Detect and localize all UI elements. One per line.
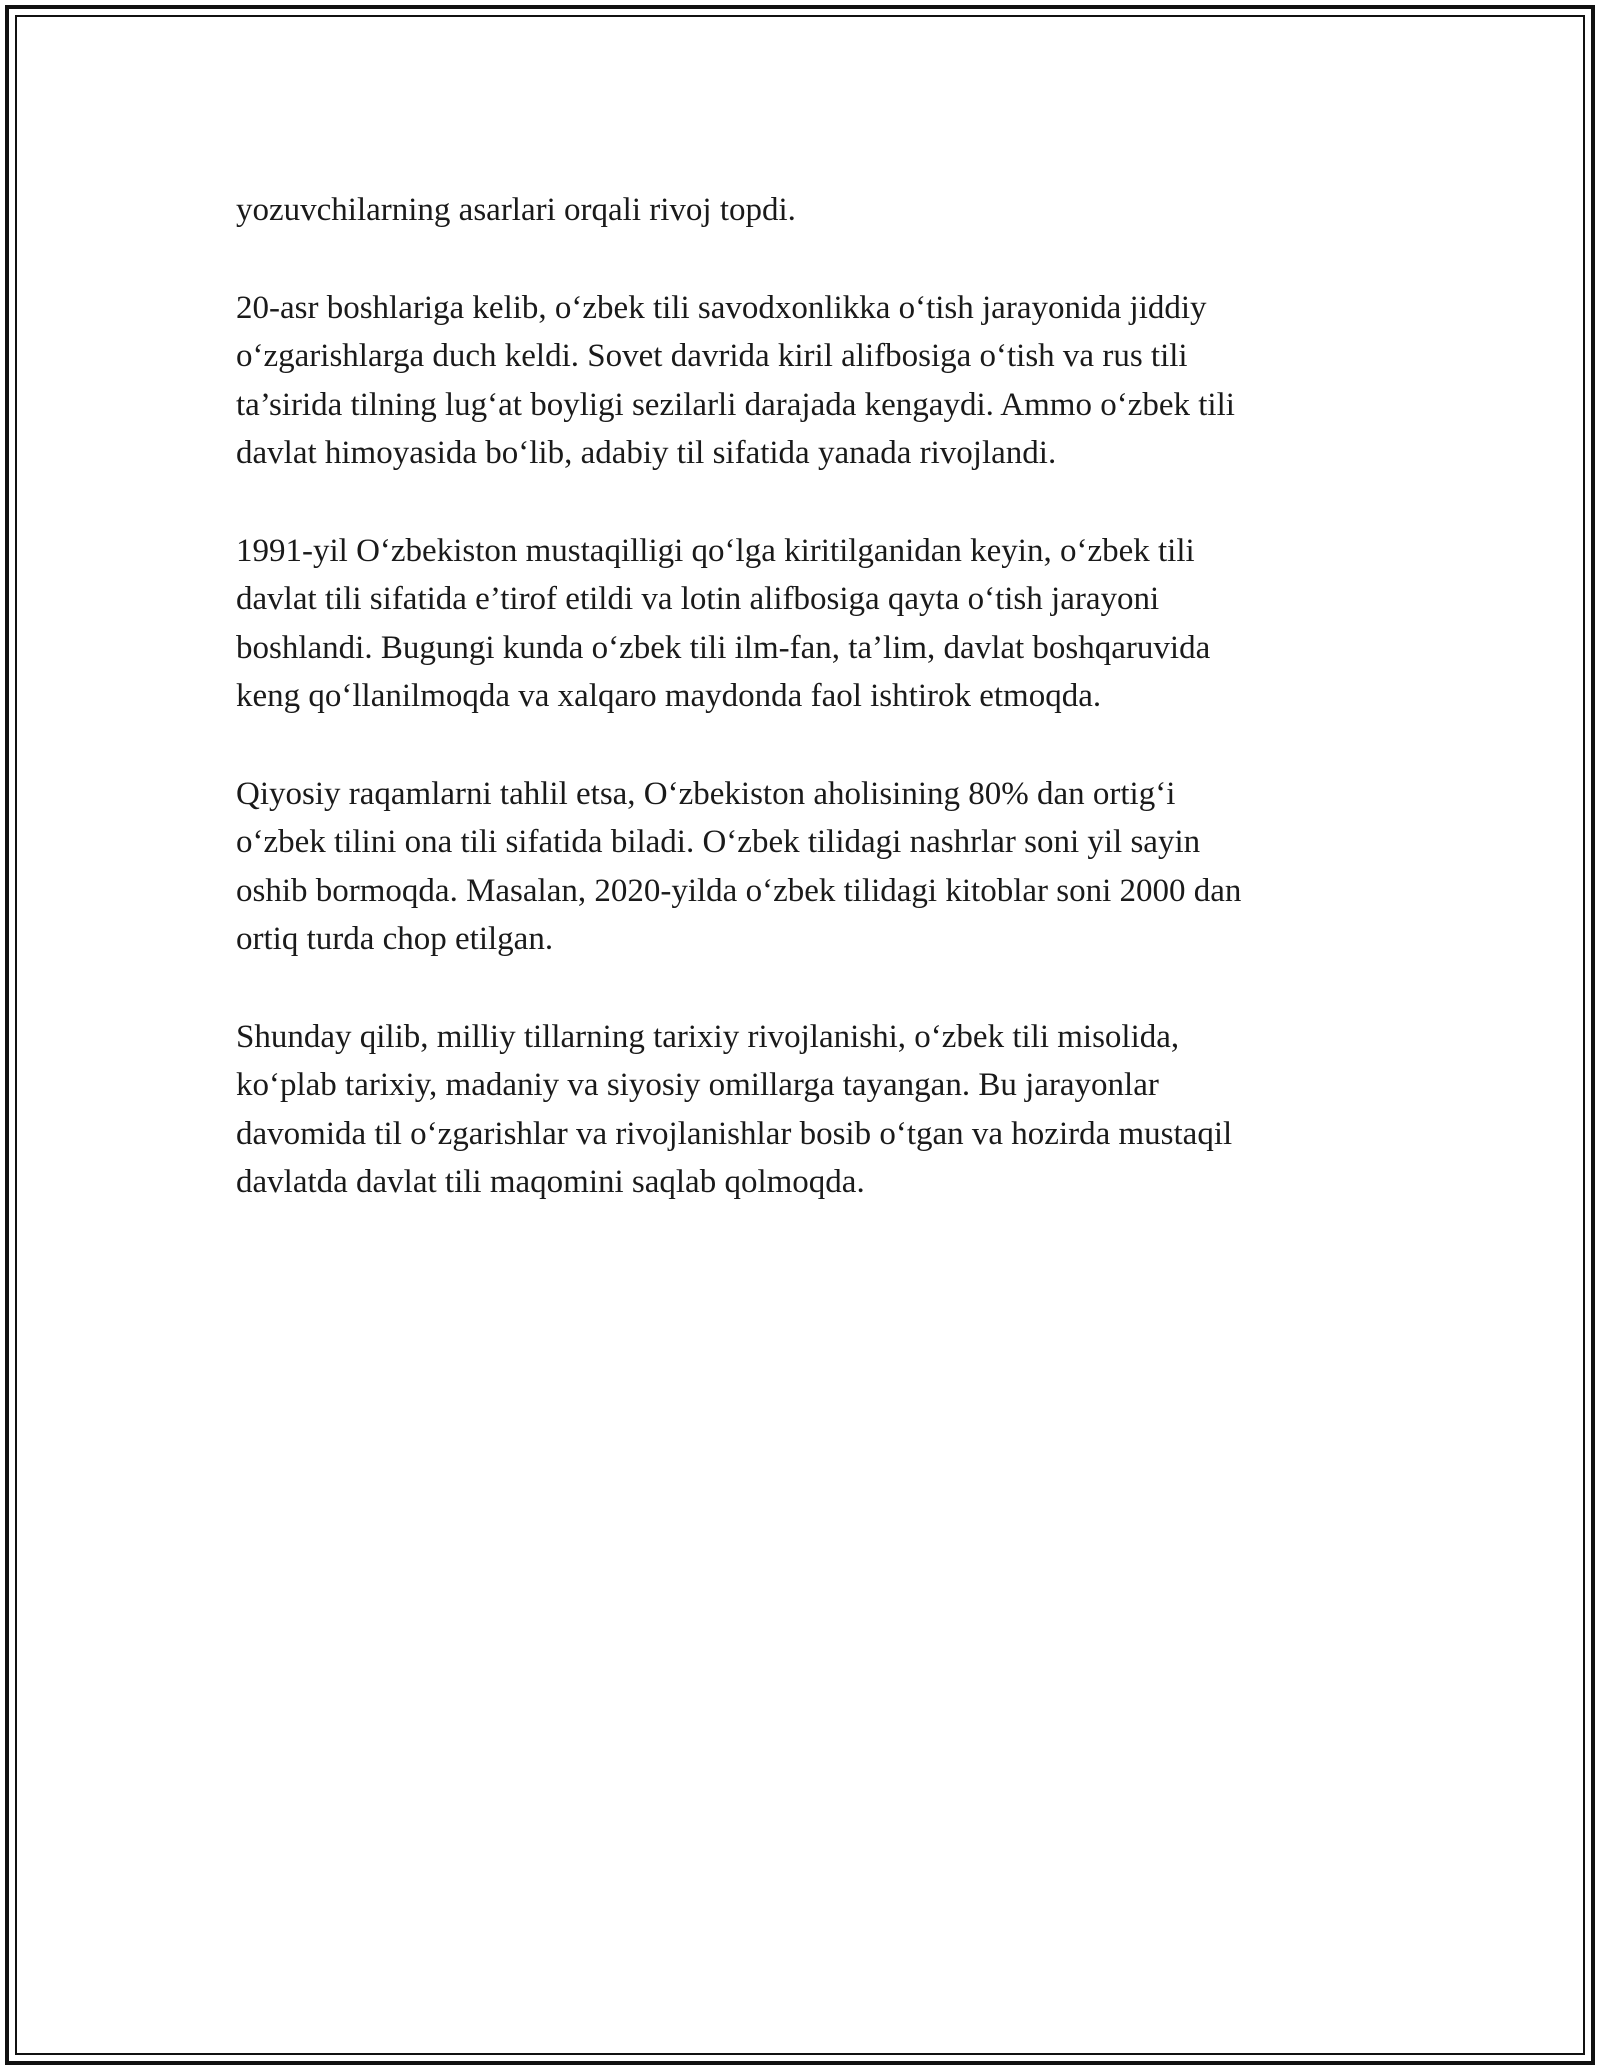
paragraph-5 xyxy=(236,1013,1366,1207)
text-line: davlatda davlat tili maqomini saqlab qolmoqda. xyxy=(236,1164,865,1200)
text-line: 20-asr boshlariga kelib, o‘zbek tili savodxonlikka o‘tish jarayonida jiddiy xyxy=(236,289,1207,326)
paragraph-2 xyxy=(236,284,1366,478)
text-line: davlat himoyasida bo‘lib, adabiy til sifatida yanada rivojlandi. xyxy=(236,435,1057,471)
text-line: davomida til o‘zgarishlar va rivojlanishlar bosib o‘tgan va hozirda mustaqil xyxy=(236,1115,1233,1152)
text-line: ta’sirida tilning lug‘at boyligi sezilarli darajada kengaydi. Ammo o‘zbek tili xyxy=(236,386,1235,423)
document-body xyxy=(236,186,1366,1256)
text-line: ortiq turda chop etilgan. xyxy=(236,921,554,957)
text-line: oshib bormoqda. Masalan, 2020-yilda o‘zbek tilidagi kitoblar soni 2000 dan xyxy=(236,872,1242,909)
text-line: o‘zbek tilini ona tili sifatida biladi. O‘zbek tilidagi nashrlar soni yil sayin xyxy=(236,824,1201,860)
paragraph-1 xyxy=(236,186,1366,235)
text-line: ko‘plab tarixiy, madaniy va siyosiy omillarga tayangan. Bu jarayonlar xyxy=(236,1067,1159,1103)
text-line: 1991-yil O‘zbekiston mustaqilligi qo‘lga kiritilganidan keyin, o‘zbek tili xyxy=(236,532,1195,569)
paragraph-4 xyxy=(236,770,1366,964)
text-line: keng qo‘llanilmoqda va xalqaro maydonda faol ishtirok etmoqda. xyxy=(236,678,1102,714)
text-line: boshlandi. Bugungi kunda o‘zbek tili ilm-fan, ta’lim, davlat boshqaruvida xyxy=(236,629,1211,666)
text-line: o‘zgarishlarga duch keldi. Sovet davrida kiril alifbosiga o‘tish va rus tili xyxy=(236,338,1188,374)
text-line: Qiyosiy raqamlarni tahlil etsa, O‘zbekiston aholisining 80% dan ortig‘i xyxy=(236,775,1176,812)
text-line: Shunday qilib, milliy tillarning tarixiy rivojlanishi, o‘zbek tili misolida, xyxy=(236,1018,1180,1055)
text-line: yozuvchilarning asarlari orqali rivoj topdi. xyxy=(236,192,796,228)
paragraph-3 xyxy=(236,527,1366,721)
text-line: davlat tili sifatida e’tirof etildi va lotin alifbosiga qayta o‘tish jarayoni xyxy=(236,581,1160,617)
